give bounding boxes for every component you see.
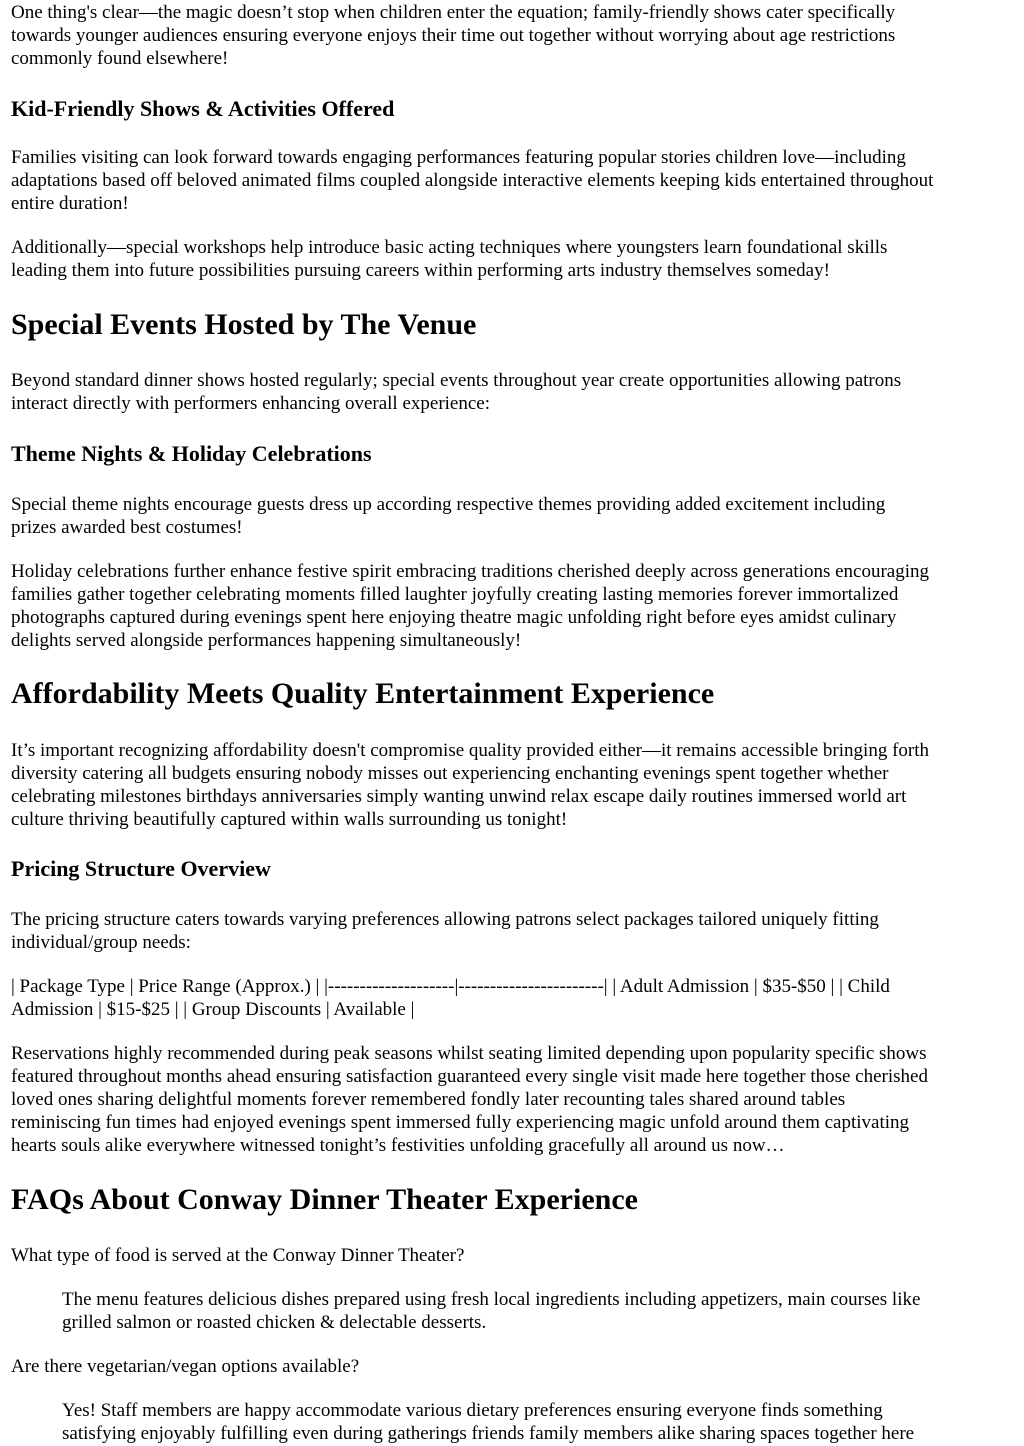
intro-paragraph: One thing's clear—the magic doesn’t stop when children enter the equation; family-friendly shows cater specifically towards younger audiences ensuring everyone enjoys their time out together without worrying about age restrictions commonly found elsewhere! <box>11 2 896 69</box>
pricing-table-text: | Package Type | Price Range (Approx.) | |--------------------|-----------------------| | Adult Admission | $35-$50 | | Child Admission | $15-$25 | | Group Discounts | Available | <box>11 976 890 1020</box>
faq-answer-1: The menu features delicious dishes prepared using fresh local ingredients including appetizers, main courses like grilled salmon or roasted chicken & delectable desserts. <box>62 1289 921 1333</box>
affordability-paragraph: It’s important recognizing affordability doesn't compromise quality provided either—it remains accessible bringing forth diversity catering all budgets ensuring nobody misses out experiencing enchanting evenings spent together whether celebrating milestones birthdays anniversaries simply wanting unwind relax escape daily routines immersed world art culture thriving beautifully captured within walls surrounding us tonight! <box>11 740 930 830</box>
holiday-paragraph: Holiday celebrations further enhance festive spirit embracing traditions cherished deeply across generations encouraging families gather together celebrating moments filled laughter joyfully creating lasting memories forever immortalized photographs captured during evenings spent here enjoying theatre magic unfolding right before eyes amidst culinary delights served alongside performances happening simultaneously! <box>11 561 929 651</box>
faq-answer-2: Yes! Staff members are happy accommodate various dietary preferences ensuring everyone finds something satisfying enjoyably fulfilling even during gatherings friends family members alike sharing spaces together here <box>62 1400 915 1444</box>
affordability-heading: Affordability Meets Quality Entertainment Experience <box>11 677 715 710</box>
reservations-paragraph: Reservations highly recommended during peak seasons whilst seating limited depending upon popularity specific shows featured throughout months ahead ensuring satisfaction guaranteed every single visit made here together those cherished loved ones sharing delightful moments forever remembered fondly later recounting tales shared around tables reminiscing fun times had enjoyed evenings spent immersed fully experiencing magic unfold around them captivating hearts souls alike everywhere witnessed tonight’s festivities unfolding gracefully all around us now… <box>11 1043 928 1156</box>
theme-nights-paragraph: Special theme nights encourage guests dress up according respective themes providing added excitement including prizes awarded best costumes! <box>11 494 886 538</box>
faq-question-1: What type of food is served at the Conway Dinner Theater? <box>11 1245 465 1266</box>
special-events-heading: Special Events Hosted by The Venue <box>11 308 477 341</box>
pricing-paragraph: The pricing structure caters towards varying preferences allowing patrons select packages tailored uniquely fitting individual/group needs: <box>11 909 879 953</box>
kid-friendly-heading: Kid-Friendly Shows & Activities Offered <box>11 96 395 121</box>
faqs-heading: FAQs About Conway Dinner Theater Experience <box>11 1183 638 1216</box>
special-events-paragraph: Beyond standard dinner shows hosted regularly; special events throughout year create opportunities allowing patrons interact directly with performers enhancing overall experience: <box>11 370 902 414</box>
kid-friendly-paragraph-1: Families visiting can look forward towards engaging performances featuring popular stories children love—including adaptations based off beloved animated films coupled alongside interactive elements keeping kids entertained throughout entire duration! <box>11 147 934 214</box>
faq-question-2: Are there vegetarian/vegan options available? <box>11 1356 360 1377</box>
kid-friendly-paragraph-2: Additionally—special workshops help introduce basic acting techniques where youngsters learn foundational skills leading them into future possibilities pursuing careers within performing arts industry themselves someday! <box>11 237 888 281</box>
pricing-heading: Pricing Structure Overview <box>11 856 271 881</box>
theme-nights-heading: Theme Nights & Holiday Celebrations <box>11 441 372 466</box>
